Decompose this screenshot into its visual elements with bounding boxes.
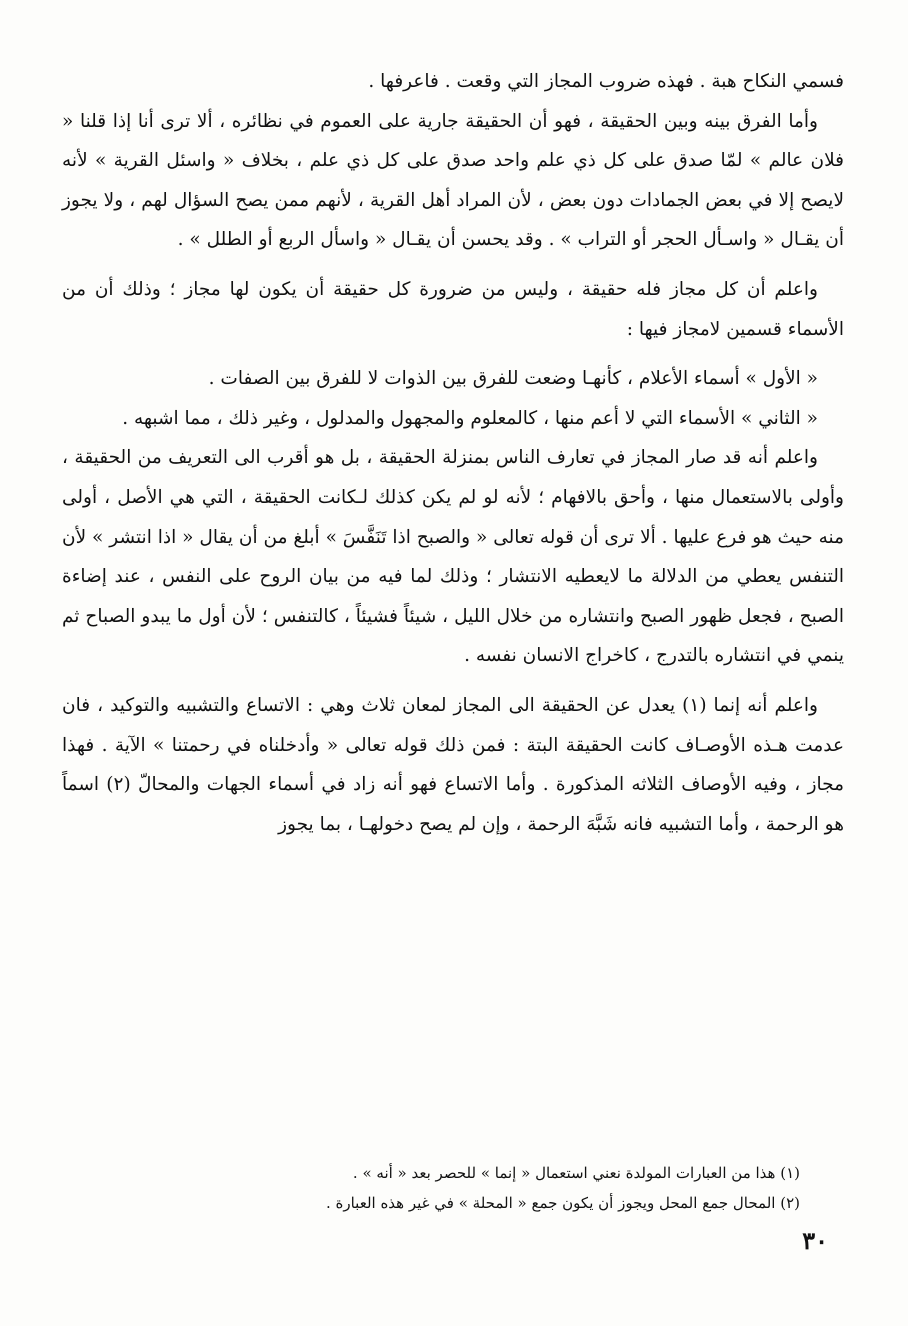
footnotes [240,1158,800,1218]
paragraph-5: « الثاني » الأسماء التي لا أعم منها ، كالمعلوم والمجهول والمدلول ، وغير ذلك ، مما اشبهه . [122,407,818,429]
page-number: ٣٠ [802,1226,828,1255]
footnote-1: (١) هذا من العبارات المولدة نعني استعمال « إنما » للحصر بعد « أنه » . [352,1164,800,1182]
body-text [62,62,844,844]
footnote-2: (٢) المحال جمع المحل ويجوز أن يكون جمع « المحلة » في غير هذه العبارة . [325,1194,800,1212]
paragraph-1: فسمي النكاح هبة . فهذه ضروب المجاز التي وقعت . فاعرفها . [368,71,844,92]
paragraph-6: واعلم أنه قد صار المجاز في تعارف الناس بمنزلة الحقيقة ، بل هو أقرب الى التعريف من الحقيقة ، وأولى بالاستعمال منها ، وأحق بالافهام ؛ لأنه لو لم يكن كذلك لـكانت الحقيقة ، التي هي الأصل ، أولى منه حيث هو فرع عليها . ألا ترى أن قوله تعالى « والصبح اذا تَنَفَّسَ » أبلغ من أن يقال « اذا انتشر » لأن التنفس يعطي من الدلالة ما لايعطيه الانتشار ؛ وذلك لما فيه من بيان الروح على النفس ، عند إضاءة الصبح ، فجعل ظهور الصبح وانتشاره من خلال الليل ، شيئاً فشيئاً ، كالتنفس ؛ لأن أول ما يبدو الصباح ثم ينمي في انتشاره بالتدرج ، كاخراج الانسان نفسه . [62,447,844,667]
paragraph-4: « الأول » أسماء الأعلام ، كأنهـا وضعت للفرق بين الذوات لا للفرق بين الصفات . [208,368,818,390]
paragraph-3: واعلم أن كل مجاز فله حقيقة ، وليس من ضرورة كل حقيقة أن يكون لها مجاز ؛ وذلك أن من الأسماء قسمين لامجاز فيها : [62,278,844,340]
paragraph-7: واعلم أنه إنما (١) يعدل عن الحقيقة الى المجاز لمعان ثلاث وهي : الاتساع والتشبيه والتوكيد ، فان عدمت هـذه الأوصـاف كانت الحقيقة البتة : فمن ذلك قوله تعالى « وأدخلناه في رحمتنا » الآية . فهذا مجاز ، وفيه الأوصاف الثلاثه المذكورة . وأما الاتساع فهو أنه زاد في أسماء الجهات والمحالّ (٢) اسماً هو الرحمة ، وأما التشبيه فانه شَبَّهَ الرحمة ، وإن لم يصح دخولهـا ، بما يجوز [62,694,845,835]
paragraph-2: وأما الفرق بينه وبين الحقيقة ، فهو أن الحقيقة جارية على العموم في نظائره ، ألا ترى أنا إذا قلنا « فلان عالم » لمّا صدق على كل ذي علم واحد صدق على كل ذي علم ، بخلاف « واسئل القرية » لأنه لايصح إلا في بعض الجمادات دون بعض ، لأن المراد أهل القرية ، لأنهم ممن يصح السؤال لهم ، ولا يجوز أن يقـال « واسـأل الحجر أو التراب » . وقد يحسن أن يقـال « واسأل الربع أو الطلل » . [62,110,844,251]
